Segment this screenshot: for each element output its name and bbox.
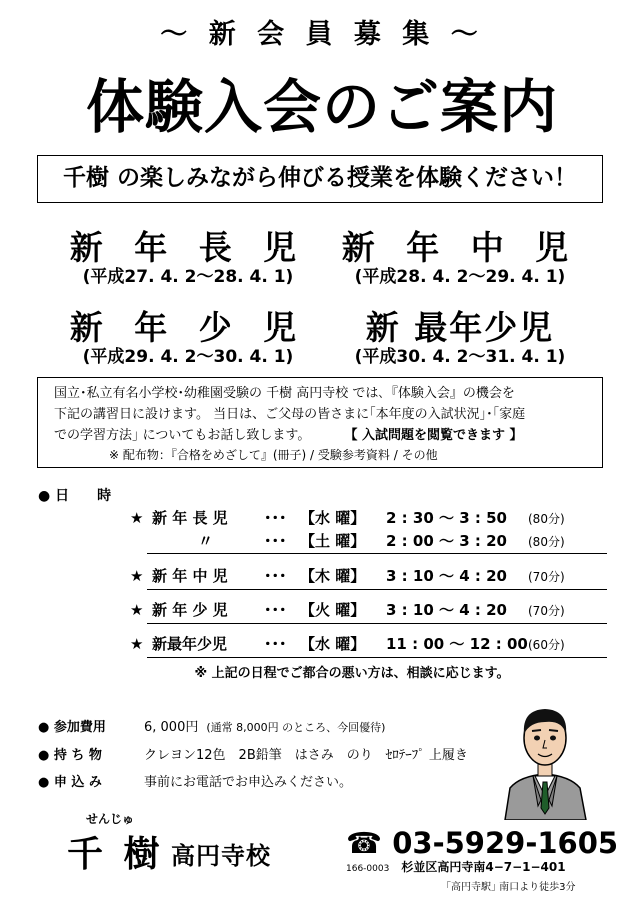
- info-box: [37, 377, 603, 468]
- zip-code: 166-0003: [346, 864, 390, 874]
- schedule-row: 〃 ･･･ 【土 曜】 2 : 00 〜 3 : 20 (80分): [198, 532, 565, 550]
- station-access: ｢高円寺駅｣ 南口より徒歩3分: [446, 882, 576, 893]
- school-branch: 高円寺校: [171, 842, 271, 870]
- school-name: 千 樹: [67, 834, 164, 875]
- detail-fee: ● 参加費用 6, 000円 (通常 8,000円 のところ、今回優待): [38, 720, 386, 735]
- row-divider: [147, 589, 607, 590]
- info-line-3: [54, 425, 592, 446]
- info-emphasis: 【 入試問題を閲覧できます 】: [344, 428, 523, 443]
- street-address: 杉並区高円寺南4−7−1−401: [401, 860, 566, 874]
- row-divider: [147, 553, 607, 554]
- schedule-row: ★ 新 年 少 児 ･･･ 【火 曜】 3 : 10 〜 4 : 20 (70分): [130, 601, 565, 619]
- grade-name-nensho: 新 年 少 児: [69, 308, 307, 347]
- flyer-subtitle: 〜 新 会 員 募 集 〜: [160, 19, 484, 50]
- schedule-row: ★ 新最年少児 ･･･ 【水 曜】 11 : 00 〜 12 : 00(60分): [130, 635, 565, 653]
- row-divider: [147, 623, 607, 624]
- grade-range-nencho: (平成27. 4. 2〜28. 4. 1): [82, 267, 294, 287]
- schedule-row: ★ 新 年 中 児 ･･･ 【木 曜】 3 : 10 〜 4 : 20 (70分): [130, 567, 565, 585]
- phone-number: ☎ 03-5929-1605: [346, 826, 619, 860]
- flyer-title: 体験入会のご案内: [85, 73, 558, 141]
- grade-range-sainensho: (平成30. 4. 2〜31. 4. 1): [354, 347, 566, 367]
- grade-range-nensho: (平成29. 4. 2〜30. 4. 1): [82, 347, 294, 367]
- grade-name-nencho: 新 年 長 児: [69, 228, 307, 267]
- info-line-1: 国立･私立有名小学校･幼稚園受験の 千樹 高円寺校 では､『体験入会』の機会を: [54, 386, 515, 401]
- teacher-illustration: [500, 700, 590, 820]
- info-line-2: 下記の講習日に設けます。 当日は、ご父母の皆さまに｢本年度の入試状況｣･｢家庭: [54, 407, 526, 422]
- info-materials: ※ 配布物：『合格をめざして』(冊子) / 受験参考資料 / その他: [109, 448, 438, 462]
- schedule-label: ● 日 時: [38, 488, 112, 504]
- detail-apply: ● 申 込 み 事前にお電話でお申込みください。: [38, 775, 353, 790]
- row-divider: [147, 657, 607, 658]
- tagline-box: 千樹 の楽しみながら伸びる授業を体験ください！: [37, 155, 603, 203]
- school-name-ruby: せんじゅ: [86, 812, 135, 826]
- info-line-3-text: での学習方法｣ についてもお話し致します。: [54, 428, 311, 443]
- detail-items: ● 持 ち 物 クレヨン12色 2B鉛筆 はさみ のり ｾﾛﾃｰﾌﾟ 上履き: [38, 748, 468, 763]
- grade-name-nenchu: 新 年 中 児: [341, 228, 579, 267]
- schedule-note: ※ 上記の日程でご都合の悪い方は、相談に応じます。: [194, 666, 510, 681]
- address: [346, 858, 566, 875]
- grade-range-nenchu: (平成28. 4. 2〜29. 4. 1): [354, 267, 566, 287]
- grade-name-sainensho: 新 最年少児: [365, 308, 555, 347]
- schedule-row: ★ 新 年 長 児 ･･･ 【水 曜】 2 : 30 〜 3 : 50 (80分): [130, 509, 565, 527]
